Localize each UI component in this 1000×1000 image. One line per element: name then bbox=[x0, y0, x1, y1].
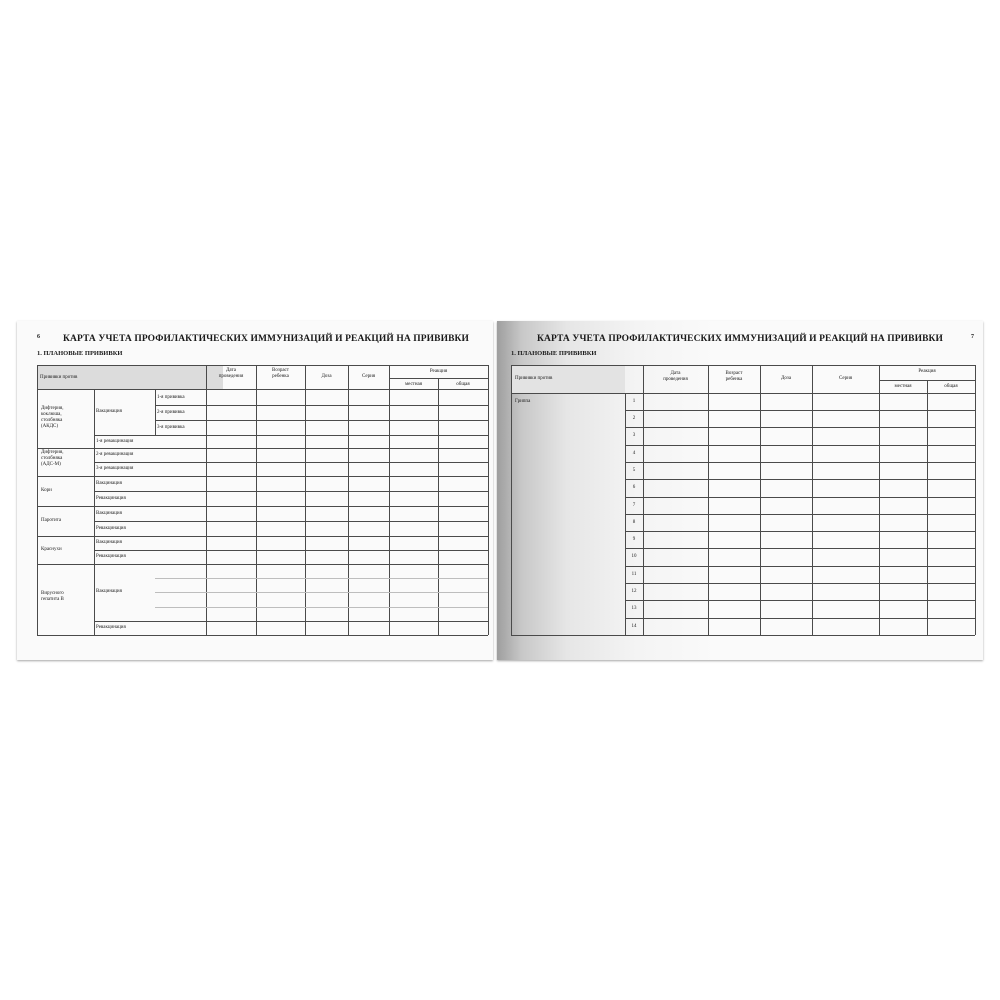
header-reaction: Реакция bbox=[429, 369, 448, 374]
header-local-right: местная bbox=[894, 384, 912, 389]
disease-akds-l1: Дифтерия, bbox=[41, 406, 64, 411]
rubella-revaccination: Ревакцинация bbox=[96, 554, 126, 559]
header-date-line2: проведения bbox=[218, 374, 244, 379]
row-number: 1 bbox=[632, 399, 636, 404]
section-subtitle-right: 1. ПЛАНОВЫЕ ПРИВИВКИ bbox=[511, 350, 597, 357]
header-vaccine: Прививки против bbox=[40, 375, 78, 380]
header-date-right-l2: проведения bbox=[663, 377, 688, 382]
header-general: общая bbox=[456, 382, 470, 387]
header-reaction-right: Реакция bbox=[918, 369, 936, 374]
disease-influenza: Гриппа bbox=[515, 399, 531, 404]
disease-measles: Кори bbox=[41, 488, 52, 493]
mumps-revaccination: Ревакцинация bbox=[96, 526, 126, 531]
akds-dose3: 3-я прививка bbox=[157, 425, 185, 430]
disease-adsm-l1: Дифтерия, bbox=[41, 450, 64, 455]
header-age-line2: ребенка bbox=[272, 374, 289, 379]
hepb-revaccination: Ревакцинация bbox=[96, 625, 126, 630]
vaccination-booklet-spread bbox=[17, 321, 983, 660]
right-page bbox=[497, 321, 983, 660]
row-number: 8 bbox=[632, 520, 636, 525]
akds-dose2: 2-я прививка bbox=[157, 410, 185, 415]
disease-hepb-l2: гепатита В bbox=[41, 597, 64, 602]
measles-revaccination: Ревакцинация bbox=[96, 496, 126, 501]
disease-rubella: Краснухи bbox=[41, 547, 62, 552]
akds-revacc1: 1-я ревакцинация bbox=[96, 439, 134, 444]
page-title-left: КАРТА УЧЕТА ПРОФИЛАКТИЧЕСКИХ ИММУНИЗАЦИЙ И РЕАКЦИЙ НА ПРИВИВКИ bbox=[63, 334, 470, 344]
row-number: 13 bbox=[631, 606, 637, 611]
header-series-right: Серия bbox=[838, 376, 853, 381]
mumps-vaccination: Вакцинация bbox=[96, 511, 122, 516]
akds-dose1: 1-я прививка bbox=[157, 395, 185, 400]
disease-hepb-l1: Вирусного bbox=[41, 591, 64, 596]
page-number-left: 6 bbox=[37, 334, 40, 340]
row-number: 11 bbox=[631, 572, 637, 577]
adsm-revacc3: 3-я ревакцинация bbox=[96, 466, 134, 471]
row-number: 5 bbox=[632, 468, 636, 473]
disease-adsm-l2: столбняка bbox=[41, 456, 63, 461]
row-number: 3 bbox=[632, 433, 636, 438]
rubella-vaccination: Вакцинация bbox=[96, 540, 122, 545]
header-vaccine-right: Прививки против bbox=[515, 376, 553, 381]
row-number: 14 bbox=[631, 624, 637, 629]
header-dose-right: Доза bbox=[780, 376, 792, 381]
row-number: 10 bbox=[631, 554, 637, 559]
header-age-right-l1: Возраст bbox=[725, 371, 743, 376]
header-local: местная bbox=[404, 382, 423, 387]
disease-akds-l3: столбняка bbox=[41, 418, 63, 423]
akds-vaccination: Вакцинация bbox=[96, 409, 122, 414]
page-number-right: 7 bbox=[971, 334, 974, 340]
header-date-right-l1: Дата bbox=[670, 371, 681, 376]
row-number: 4 bbox=[632, 451, 636, 456]
section-subtitle-left: 1. ПЛАНОВЫЕ ПРИВИВКИ bbox=[37, 350, 123, 357]
row-number: 12 bbox=[631, 589, 637, 594]
row-number: 6 bbox=[632, 485, 636, 490]
header-general-right: общая bbox=[944, 384, 958, 389]
disease-mumps: Паротита bbox=[41, 518, 62, 523]
header-dose: Доза bbox=[321, 374, 332, 379]
row-number: 7 bbox=[632, 503, 636, 508]
measles-vaccination: Вакцинация bbox=[96, 481, 122, 486]
left-page bbox=[17, 321, 493, 660]
header-age-right-l2: ребенка bbox=[725, 377, 743, 382]
row-number: 9 bbox=[632, 537, 636, 542]
header-date-line1: Дата bbox=[226, 368, 236, 373]
header-series: Серия bbox=[361, 374, 376, 379]
disease-adsm-l3: (АДС-М) bbox=[41, 462, 61, 467]
adsm-revacc2: 2-я ревакцинация bbox=[96, 452, 134, 457]
page-title-right: КАРТА УЧЕТА ПРОФИЛАКТИЧЕСКИХ ИММУНИЗАЦИЙ И РЕАКЦИЙ НА ПРИВИВКИ bbox=[537, 334, 944, 344]
header-age-line1: Возраст bbox=[272, 368, 289, 373]
row-number: 2 bbox=[632, 416, 636, 421]
disease-akds-l4: (АКДС) bbox=[41, 424, 59, 429]
hepb-vaccination: Вакцинация bbox=[96, 589, 122, 594]
disease-akds-l2: коклюша, bbox=[41, 412, 62, 417]
